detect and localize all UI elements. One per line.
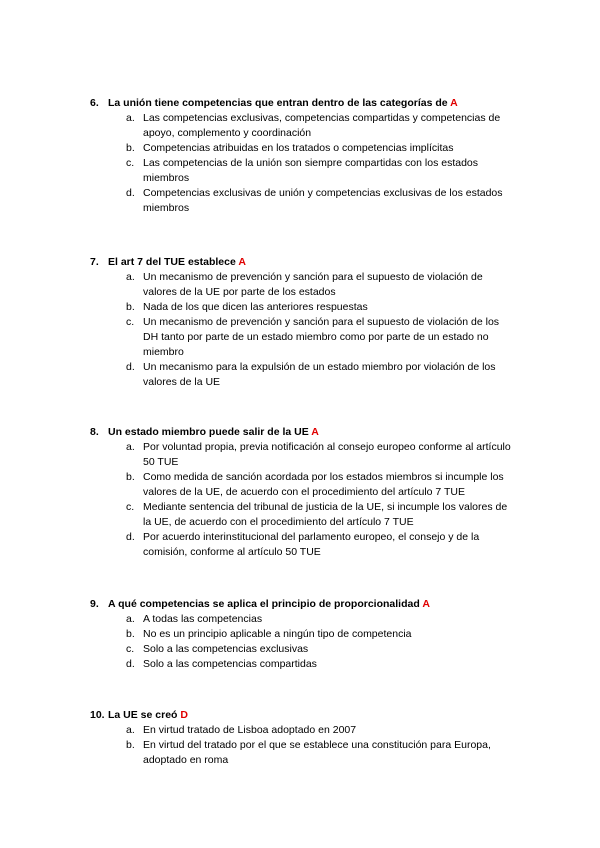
question-text: A qué competencias se aplica el principio de proporcionalidad <box>108 598 420 610</box>
question-10 <box>90 708 540 768</box>
option-text: Nada de los que dicen las anteriores respuestas <box>143 301 368 313</box>
option-letter: d. <box>126 187 135 199</box>
option-text: Competencias exclusivas de unión y competencias exclusivas de los estados miembros <box>143 187 503 214</box>
question-number: 8. <box>90 426 99 438</box>
option-letter: d. <box>126 531 135 543</box>
option-text: Las competencias de la unión son siempre compartidas con los estados miembros <box>143 157 479 184</box>
option-a <box>90 270 513 300</box>
question-8 <box>90 425 540 560</box>
option-letter: c. <box>126 157 135 169</box>
answer-key: A <box>450 97 458 109</box>
question-text: La unión tiene competencias que entran dentro de las categorías de <box>108 97 448 109</box>
option-a <box>90 723 513 738</box>
question-title <box>90 255 540 270</box>
option-a <box>90 612 513 627</box>
question-6 <box>90 96 540 216</box>
option-text: Un mecanismo para la expulsión de un estado miembro por violación de los valores de la UE <box>143 361 496 388</box>
option-c <box>90 500 513 530</box>
answer-key: A <box>422 598 430 610</box>
question-title <box>90 96 540 111</box>
question-text: El art 7 del TUE establece <box>108 256 236 268</box>
option-letter: a. <box>126 271 135 283</box>
question-7 <box>90 255 540 390</box>
question-number: 10. <box>90 709 105 721</box>
option-text: Por voluntad propia, previa notificación al consejo europeo conforme al artículo 50 TUE <box>143 441 511 468</box>
option-letter: c. <box>126 501 135 513</box>
option-a <box>90 440 513 470</box>
option-letter: b. <box>126 628 135 640</box>
option-text: Un mecanismo de prevención y sanción para el supuesto de violación de los DH tanto por parte de un estado miembro como por parte de un estado no miembro <box>143 316 500 358</box>
option-text: Por acuerdo interinstitucional del parlamento europeo, el consejo y de la comisión, conforme al artículo 50 TUE <box>143 531 480 558</box>
option-d <box>90 360 513 390</box>
option-d <box>90 186 513 216</box>
option-letter: c. <box>126 316 135 328</box>
question-number: 6. <box>90 97 99 109</box>
option-letter: c. <box>126 643 135 655</box>
question-text: La UE se creó <box>108 709 178 721</box>
option-b <box>90 470 513 500</box>
option-b <box>90 300 513 315</box>
question-9 <box>90 597 540 672</box>
option-letter: d. <box>126 658 135 670</box>
option-b <box>90 627 513 642</box>
option-text: En virtud del tratado por el que se establece una constitución para Europa, adoptado en roma <box>143 739 491 766</box>
option-text: No es un principio aplicable a ningún tipo de competencia <box>143 628 412 640</box>
question-text: Un estado miembro puede salir de la UE <box>108 426 309 438</box>
option-text: Solo a las competencias exclusivas <box>143 643 309 655</box>
option-text: Competencias atribuidas en los tratados o competencias implícitas <box>143 142 454 154</box>
option-letter: a. <box>126 724 135 736</box>
option-text: Solo a las competencias compartidas <box>143 658 317 670</box>
question-title <box>90 597 540 612</box>
answer-key: A <box>311 426 319 438</box>
option-letter: b. <box>126 471 135 483</box>
option-letter: a. <box>126 441 135 453</box>
option-b <box>90 738 513 768</box>
option-letter: b. <box>126 142 135 154</box>
option-text: Las competencias exclusivas, competencias compartidas y competencias de apoyo, complemento y coordinación <box>143 112 501 139</box>
question-title <box>90 425 540 440</box>
question-number: 7. <box>90 256 99 268</box>
option-letter: d. <box>126 361 135 373</box>
options-list <box>90 612 540 672</box>
option-text: A todas las competencias <box>143 613 263 625</box>
option-b <box>90 141 513 156</box>
option-c <box>90 315 513 360</box>
option-text: En virtud tratado de Lisboa adoptado en 2007 <box>143 724 357 736</box>
option-a <box>90 111 513 141</box>
option-letter: a. <box>126 112 135 124</box>
option-text: Como medida de sanción acordada por los estados miembros si incumple los valores de la UE, de acuerdo con el procedimiento del artículo 7 TUE <box>143 471 504 498</box>
options-list <box>90 723 540 768</box>
option-c <box>90 642 513 657</box>
option-d <box>90 530 513 560</box>
option-letter: b. <box>126 301 135 313</box>
answer-key: D <box>180 709 188 721</box>
options-list <box>90 440 540 560</box>
option-letter: a. <box>126 613 135 625</box>
option-d <box>90 657 513 672</box>
option-letter: b. <box>126 739 135 751</box>
question-title <box>90 708 540 723</box>
option-text: Mediante sentencia del tribunal de justicia de la UE, si incumple los valores de la UE, de acuerdo con el procedimiento del artículo 7 TUE <box>143 501 508 528</box>
answer-key: A <box>238 256 246 268</box>
option-c <box>90 156 513 186</box>
option-text: Un mecanismo de prevención y sanción para el supuesto de violación de valores de la UE por parte de los estados <box>143 271 483 298</box>
options-list <box>90 270 540 390</box>
options-list <box>90 111 540 216</box>
question-number: 9. <box>90 598 99 610</box>
